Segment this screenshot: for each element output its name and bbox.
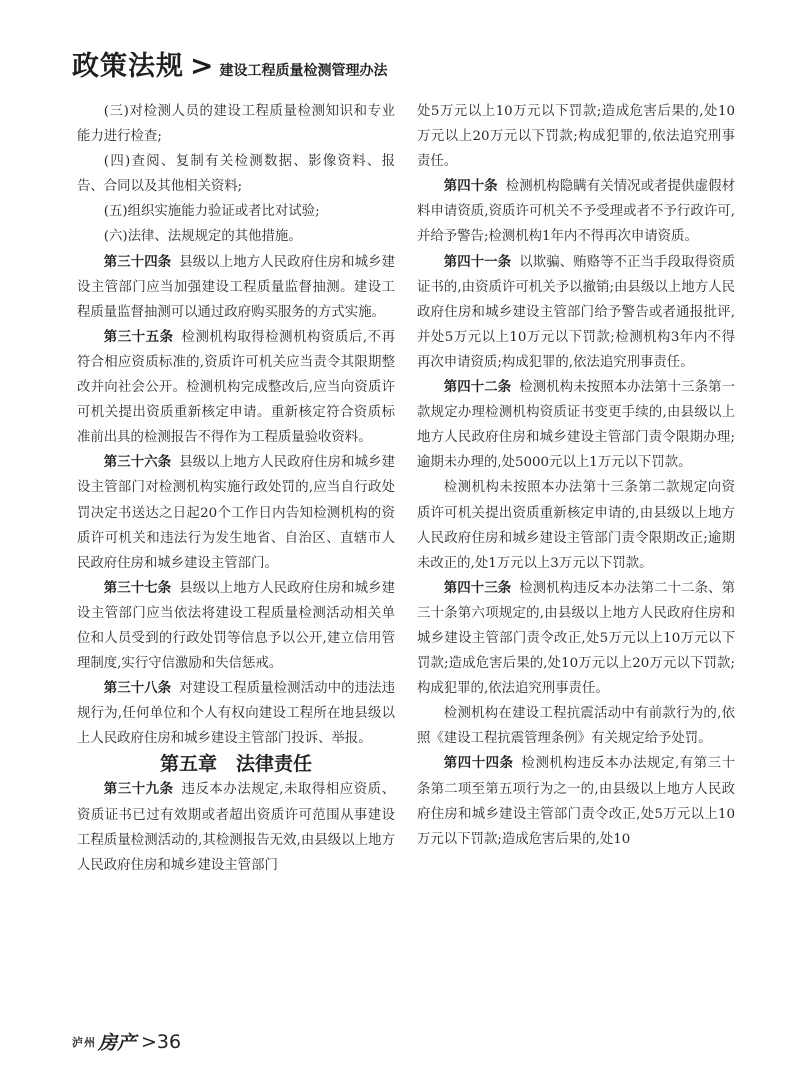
article-label: 第三十七条 [103, 580, 172, 596]
article-label: 第四十三条 [443, 580, 512, 596]
chapter-heading: 第五章 法律责任 [159, 753, 312, 776]
paragraph: (五)组织实施能力验证或者比对试验; [103, 204, 320, 220]
chevron-right-icon: > [190, 49, 214, 82]
article-label: 第四十一条 [443, 254, 512, 270]
article-text: 检测机构隐瞒有关情况或者提供虚假材料申请资质,资质许可机关不予受理或者不予行政许可,并给予警告;检测机构1年内不得再次申请资质。 [417, 179, 736, 245]
article-44 [417, 751, 735, 851]
article-text: 对建设工程质量检测活动中的违法违规行为,任何单位和个人有权向建设工程所在地县级以上人民政府住房和城乡建设主管部门投诉、举报。 [77, 681, 395, 747]
paragraph: (四)查阅、复制有关检测数据、影像资料、报告、合同以及其他相关资料; [77, 154, 395, 195]
magazine-logo: 房产 [98, 1032, 137, 1054]
section-title: 政策法规 [72, 51, 184, 82]
article-text: 检测机构违反本办法规定,有第三十条第二项至第五项行为之一的,由县级以上地方人民政府住房和城乡建设主管部门责令改正,处5万元以上10万元以下罚款;造成危害后果的,处10 [417, 756, 735, 847]
paragraph-continuation: 处5万元以上10万元以下罚款;造成危害后果的,处10万元以上20万元以下罚款;构成犯罪的,依法追究刑事责任。 [417, 104, 735, 170]
paragraph: (三)对检测人员的建设工程质量检测知识和专业能力进行检查; [77, 104, 395, 145]
article-43 [417, 576, 735, 701]
article-label: 第三十八条 [103, 681, 172, 697]
article-label: 第三十四条 [103, 254, 172, 270]
article-35 [77, 325, 395, 450]
page-footer [72, 1028, 181, 1055]
article-39 [77, 777, 395, 877]
left-column [77, 99, 395, 878]
page-header [72, 44, 387, 84]
article-40 [417, 174, 735, 249]
article-label: 第四十条 [443, 179, 498, 195]
article-text: 县级以上地方人民政府住房和城乡建设主管部门对检测机构实施行政处罚的,应当自行政处罚决定书送达之日起20个工作日内告知检测机构的资质许可机关和违法行为发生地省、自治区、直辖市人民政府住房和城乡建设主管部门。 [77, 455, 395, 571]
page-number: >36 [141, 1030, 182, 1053]
document-title: 建设工程质量检测管理办法 [219, 63, 388, 79]
article-42 [417, 375, 735, 475]
article-label: 第四十四条 [443, 756, 514, 772]
article-label: 第三十九条 [103, 782, 174, 798]
right-column [417, 99, 735, 852]
article-text: 检测机构违反本办法第二十二条、第三十条第六项规定的,由县级以上地方人民政府住房和城乡建设主管部门责令改正,处5万元以上10万元以下罚款;造成危害后果的,处10万元以上20万元以下罚款;构成犯罪的,依法追究刑事责任。 [417, 580, 735, 697]
article-label: 第四十二条 [443, 380, 512, 396]
article-41 [417, 250, 735, 375]
article-text: 违反本办法规定,未取得相应资质、资质证书已过有效期或者超出资质许可范围从事建设工程质量检测活动的,其检测报告无效,由县级以上地方人民政府住房和城乡建设主管部门 [77, 782, 395, 873]
article-37 [77, 576, 395, 676]
article-38 [77, 676, 395, 751]
article-34 [77, 250, 395, 325]
paragraph: 检测机构在建设工程抗震活动中有前款行为的,依照《建设工程抗震管理条例》有关规定给予处罚。 [417, 706, 735, 747]
article-text: 县级以上地方人民政府住房和城乡建设主管部门应当依法将建设工程质量检测活动相关单位和人员受到的行政处罚等信息予以公开,建立信用管理制度,实行守信激励和失信惩戒。 [77, 580, 395, 672]
paragraph: (六)法律、法规规定的其他措施。 [103, 229, 302, 245]
article-text: 以欺骗、贿赂等不正当手段取得资质证书的,由资质许可机关予以撤销;由县级以上地方人民政府住房和城乡建设主管部门给予警告或者通报批评,并处5万元以上10万元以下罚款;检测机构3年内不得再次申请资质;构成犯罪的,依法追究刑事责任。 [417, 254, 735, 370]
article-36 [77, 450, 395, 575]
article-text: 县级以上地方人民政府住房和城乡建设主管部门应当加强建设工程质量监督抽测。建设工程质量监督抽测可以通过政府购买服务的方式实施。 [77, 254, 395, 320]
article-label: 第三十六条 [103, 455, 172, 471]
article-label: 第三十五条 [103, 329, 174, 345]
magazine-name: 泸州 [72, 1035, 96, 1049]
article-text: 检测机构取得检测机构资质后,不再符合相应资质标准的,资质许可机关应当责令其限期整改并向社会公开。检测机构完成整改后,应当向资质许可机关提出资质重新核定申请。重新核定符合资质标准前出具的检测报告不得作为工程质量验收资料。 [77, 329, 395, 446]
article-text: 检测机构未按照本办法第十三条第一款规定办理检测机构资质证书变更手续的,由县级以上地方人民政府住房和城乡建设主管部门责令限期办理;逾期未办理的,处5000元以上1万元以下罚款。 [417, 380, 735, 471]
paragraph: 检测机构未按照本办法第十三条第二款规定向资质许可机关提出资质重新核定申请的,由县级以上地方人民政府住房和城乡建设主管部门责令限期改正;逾期未改正的,处1万元以上3万元以下罚款。 [417, 480, 735, 571]
